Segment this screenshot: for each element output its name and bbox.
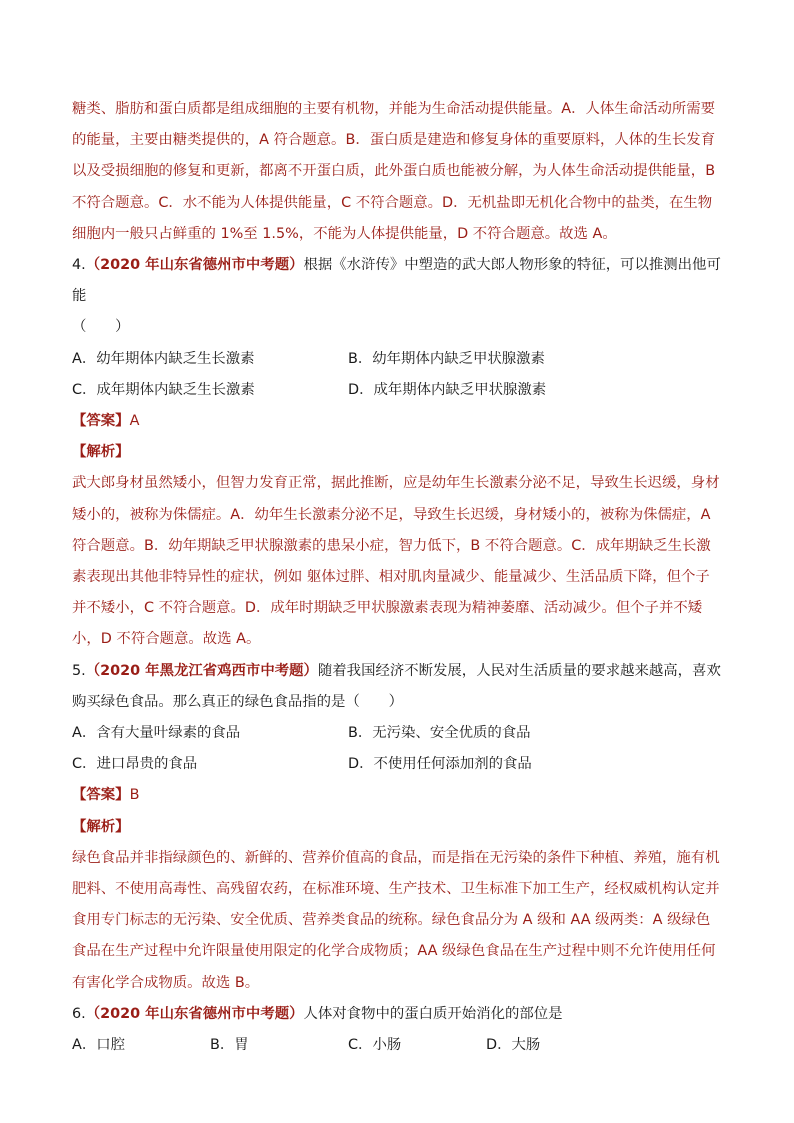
q4-analysis: 武大郎身材虽然矮小，但智力发育正常，据此推断，应是幼年生长激素分泌不足，导致生长迟缓，身材矮小的，被称为侏儒症。A．幼年生长激素分泌不足，导致生长迟缓，身材矮小的，被称为侏儒症，A 符合题意。B．幼年期缺乏甲状腺激素的患呆小症，智力低下，B 不符合题意。C．成年期缺乏生长激素表现出其他非特异性的症状，例如 躯体过胖、相对肌肉量减少、能量减少、生活品质下降，但个子并不矮小，C 不符合题意。D．成年时期缺乏甲状腺激素表现为精神萎靡、活动减少。但个子并不矮小，D 不符合题意。故选 A。: [72, 475, 720, 648]
q4-answer: [72, 406, 722, 437]
q4-source: （2020 年山东省德州市中考题）: [85, 257, 304, 274]
q4-number: 4.: [72, 257, 86, 274]
q5-stem: 随着我国经济不断发展，人民对生活质量的要求越来越高，喜欢购买绿色食品。那么真正的绿色食品指的是（ ）: [72, 662, 721, 710]
q4-option-b: B．幼年期体内缺乏甲状腺激素: [348, 350, 545, 367]
q5-number: 5.: [72, 662, 86, 679]
q6-number: 6.: [72, 1005, 86, 1022]
q6-options-row: [72, 1030, 722, 1061]
q4-options-row1: [72, 344, 722, 375]
q6-option-c: C．小肠: [348, 1037, 402, 1054]
q6-option-b: B．胃: [210, 1037, 249, 1054]
q5-analysis: 绿色食品并非指绿颜色的、新鲜的、营养价值高的食品，而是指在无污染的条件下种植、养殖，施有机肥料、不使用高毒性、高残留农药，在标准环境、生产技术、卫生标准下加工生产，经权威机构认定并食用专门标志的无污染、安全优质、营养类食品的统称。绿色食品分为 A 级和 AA 级两类：A 级绿色食品在生产过程中允许限量使用限定的化学合成物质；AA 级绿色食品在生产过程中则不允许使用任何有害化学合成物质。故选 B。: [72, 849, 720, 991]
question-4: [72, 250, 722, 656]
q5-answer-value: B: [129, 787, 140, 804]
q6-option-d: D．大肠: [486, 1037, 541, 1054]
q5-options-row1: [72, 718, 722, 749]
q5-analysis-label: 【解析】: [72, 818, 130, 835]
q5-option-a: A．含有大量叶绿素的食品: [72, 725, 241, 742]
q4-analysis-label: 【解析】: [72, 444, 130, 461]
q5-option-d: D．不使用任何添加剂的食品: [348, 756, 532, 773]
q4-option-c: C．成年期体内缺乏生长激素: [72, 381, 255, 398]
question-6: [72, 999, 722, 1061]
q6-source: （2020 年山东省德州市中考题）: [85, 1005, 304, 1022]
document-content: [72, 94, 722, 1061]
q4-stem: 根据《水浒传》中塑造的武大郎人物形象的特征，可以推测出他可能: [72, 257, 721, 305]
q4-option-d: D．成年期体内缺乏甲状腺激素: [348, 381, 547, 398]
q4-answer-value: A: [129, 413, 140, 430]
intro-explanation: 糖类、脂肪和蛋白质都是组成细胞的主要有机物，并能为生命活动提供能量。A．人体生命活动所需要的能量，主要由糖类提供的，A 符合题意。B．蛋白质是建造和修复身体的重要原料，人体的生长发育以及受损细胞的修复和更新，都离不开蛋白质，此外蛋白质也能被分解，为人体生命活动提供能量，B 不符合题意。C．水不能为人体提供能量，C 不符合题意。D．无机盐即无机化合物中的盐类，在生物细胞内一般只占鲜重的 1%至 1.5%，不能为人体提供能量，D 不符合题意。故选 A。: [72, 101, 716, 242]
q5-option-c: C．进口昂贵的食品: [72, 756, 198, 773]
q5-answer-label: 【答案】: [72, 787, 130, 804]
q4-options-row2: [72, 375, 722, 406]
question-5: [72, 656, 722, 999]
q5-option-b: B．无污染、安全优质的食品: [348, 725, 531, 742]
q4-option-a: A．幼年期体内缺乏生长激素: [72, 350, 255, 367]
q5-options-row2: [72, 749, 722, 780]
q4-blank: （ ）: [72, 319, 130, 336]
q6-option-a: A．口腔: [72, 1037, 126, 1054]
q5-source: （2020 年黑龙江省鸡西市中考题）: [85, 662, 318, 679]
q4-answer-label: 【答案】: [72, 413, 130, 430]
q6-stem: 人体对食物中的蛋白质开始消化的部位是: [303, 1005, 563, 1022]
q5-answer: [72, 780, 722, 811]
